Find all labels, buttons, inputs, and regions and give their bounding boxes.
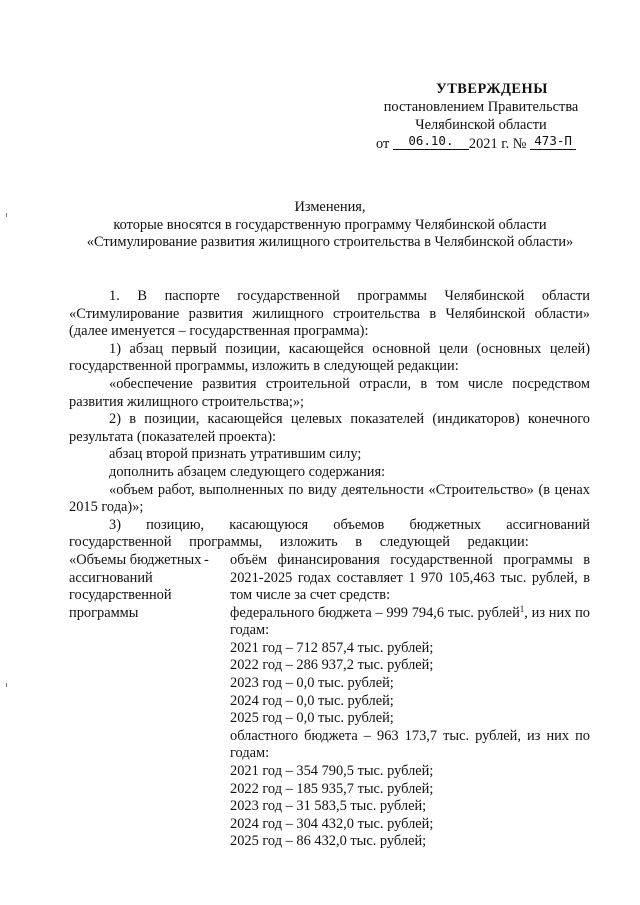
date-field <box>393 134 469 150</box>
document-body <box>69 288 590 851</box>
paragraph-6: дополнить абзацем следующего содержания: <box>109 463 386 480</box>
paragraph-5: абзац второй признать утратившим силу; <box>109 446 362 463</box>
paragraph-4: 2) в позиции, касающейся целевых показателей (индикаторов) конечного результата (показателей проекта): <box>69 411 590 445</box>
federal-budget-tail: , из них по годам: <box>230 604 590 639</box>
federal-year-2021: 2021 год – 712 857,4 тыс. рублей; <box>230 639 434 656</box>
scan-margin-mark <box>6 213 7 217</box>
approval-stamp <box>372 80 590 153</box>
paragraph-1: 1. В паспорте государственной программы Челябинской области «Стимулирование развития жилищного строительства в Челябинской области» (далее именуется – государственная программа): <box>69 288 590 340</box>
title-line-2: которые вносятся в государственную программу Челябинской области <box>113 216 547 233</box>
federal-year-2023: 2023 год – 0,0 тыс. рублей; <box>230 675 394 692</box>
paragraph-8: 3) позицию, касающуюся объемов бюджетных ассигнований государственной программы, изложить в следующей редакции: <box>69 516 590 551</box>
table-dash: - <box>204 551 209 568</box>
regional-year-2024: 2024 год – 304 432,0 тыс. рублей; <box>230 815 434 832</box>
year-number-label: 2021 г. № <box>468 136 527 152</box>
regional-budget-line: областного бюджета – 963 173,7 тыс. рублей, из них по годам: <box>230 727 590 762</box>
document-title <box>40 199 620 252</box>
approval-line-1: постановлением Правительства <box>383 99 579 115</box>
scan-margin-mark <box>6 683 7 687</box>
title-line-1: Изменения, <box>294 199 366 215</box>
funding-details <box>230 552 590 851</box>
regional-year-2021: 2021 год – 354 790,5 тыс. рублей; <box>230 763 434 780</box>
funding-table <box>69 552 590 851</box>
federal-year-2022: 2022 год – 286 937,2 тыс. рублей; <box>230 657 434 674</box>
approval-date-line <box>372 134 590 153</box>
paragraph-2: 1) абзац первый позиции, касающейся основной цели (основных целей) государственной программы, изложить в следующей редакции: <box>69 340 590 375</box>
regional-year-2023: 2023 год – 31 583,5 тыс. рублей; <box>230 798 427 815</box>
number-field <box>530 134 576 150</box>
approved-heading: УТВЕРЖДЕНЫ <box>436 81 548 97</box>
federal-budget-line <box>230 605 590 640</box>
federal-year-2024: 2024 год – 0,0 тыс. рублей; <box>230 692 394 709</box>
funding-intro: объём финансирования государственной программы в 2021-2025 годах составляет 1 970 105,463 тыс. рублей, в том числе за счет средств: <box>230 551 590 604</box>
regional-year-2022: 2022 год – 185 935,7 тыс. рублей; <box>230 780 434 797</box>
handwritten-number: 473-П <box>534 133 572 148</box>
regional-year-2025: 2025 год – 86 432,0 тыс. рублей; <box>230 833 427 850</box>
federal-budget-text: федерального бюджета – 999 794,6 тыс. рублей <box>230 604 520 621</box>
paragraph-3: «обеспечение развития строительной отрасли, в том числе посредством развития жилищного строительства;»; <box>69 375 590 410</box>
funding-label: «Объемы бюджетных ассигнований государственной программы <box>69 551 202 621</box>
date-prefix: от <box>376 136 390 152</box>
paragraph-7: «объем работ, выполненных по виду деятельности «Строительство» (в ценах 2015 года)»; <box>69 481 590 516</box>
footnote-mark: 1 <box>519 603 525 614</box>
handwritten-date: 06.10. <box>408 133 454 148</box>
approval-line-2: Челябинской области <box>415 117 547 133</box>
federal-year-2025: 2025 год – 0,0 тыс. рублей; <box>230 710 394 727</box>
title-line-3: «Стимулирование развития жилищного строительства в Челябинской области» <box>86 234 574 250</box>
